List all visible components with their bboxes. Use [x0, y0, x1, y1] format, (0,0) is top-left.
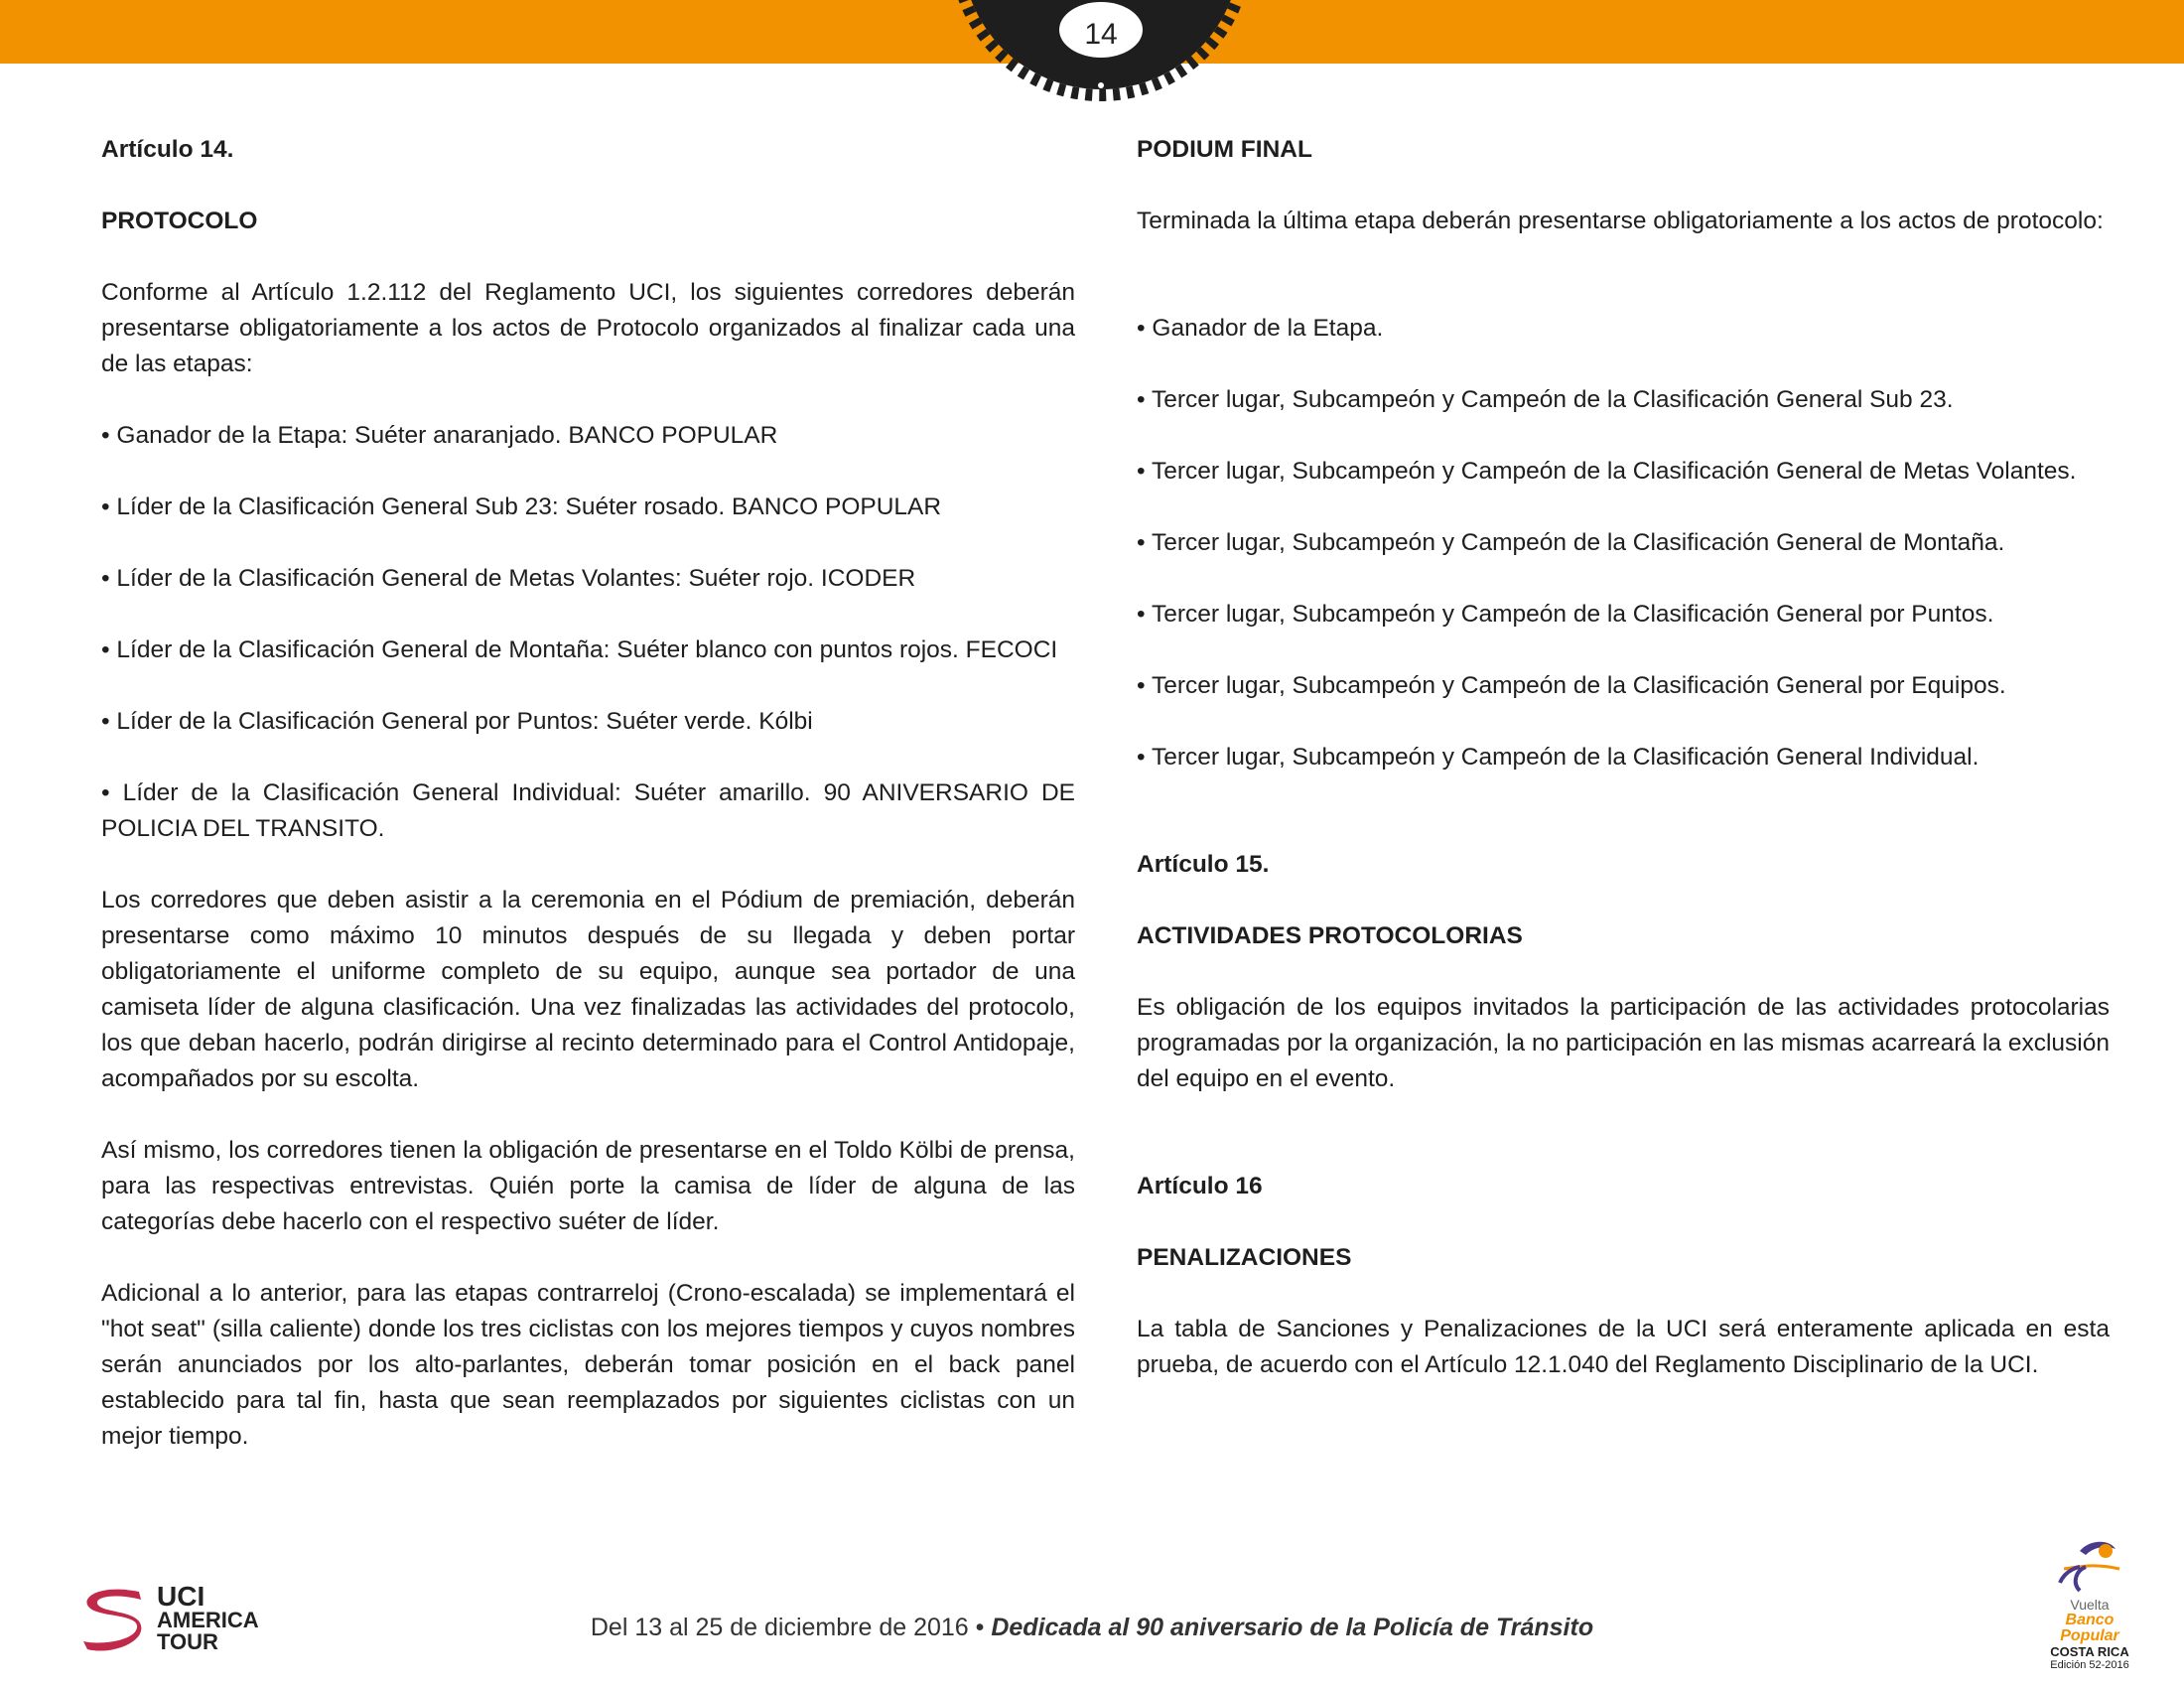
footer-dates: Del 13 al 25 de diciembre de 2016 • — [590, 1614, 992, 1641]
chainring-icon — [952, 0, 1250, 104]
protocolo-heading: PROTOCOLO — [101, 208, 258, 234]
article-14-title: Artículo 14. — [101, 136, 234, 163]
podium-intro: Terminada la última etapa deberán presentarse obligatoriamente a los actos de protocolo: — [1137, 208, 2104, 234]
protocol-intro: Conforme al Artículo 1.2.112 del Reglamento UCI, los siguientes corredores deberán presentarse obligatoriamente a los actos de Protocolo organizados al finalizar cada una de las etapas: — [101, 279, 1075, 377]
uci-logo-line: TOUR — [157, 1629, 218, 1654]
paragraph: Así mismo, los corredores tienen la obligación de presentarse en el Toldo Kölbi de prensa, para las respectivas entrevistas. Quién porte la camisa de líder de alguna de las categorías debe hacerlo con el respectivo suéter de líder. — [101, 1137, 1075, 1235]
bullet-item: • Tercer lugar, Subcampeón y Campeón de la Clasificación General por Equipos. — [1137, 672, 2006, 699]
bullet-item: • Líder de la Clasificación General Sub 23: Suéter rosado. BANCO POPULAR — [101, 493, 942, 520]
bullet-item: • Tercer lugar, Subcampeón y Campeón de la Clasificación General de Metas Volantes. — [1137, 458, 2077, 485]
paragraph: Adicional a lo anterior, para las etapas contrarreloj (Crono-escalada) se implementará el "hot seat" (silla caliente) donde los tres ciclistas con los mejores tiempos y cuyos nombres serán anunciados por los alto-parlantes, deberán tomar posición en el back panel establecido para tal fin, hasta que sean reemplazados por siguientes ciclistas con un mejor tiempo. — [101, 1280, 1075, 1450]
bullet-item: • Tercer lugar, Subcampeón y Campeón de la Clasificación General Individual. — [1137, 744, 1979, 771]
vuelta-banco-popular-logo — [2020, 1539, 2159, 1671]
bullet-item: • Líder de la Clasificación General Individual: Suéter amarillo. 90 ANIVERSARIO DE POLICIA DEL TRANSITO. — [101, 779, 1075, 842]
bullet-item: • Líder de la Clasificación General por Puntos: Suéter verde. Kólbi — [101, 708, 813, 735]
uci-logo-line: AMERICA — [157, 1608, 259, 1632]
bullet-item: • Tercer lugar, Subcampeón y Campeón de la Clasificación General Sub 23. — [1137, 386, 1954, 413]
bullet-item: • Líder de la Clasificación General de Montaña: Suéter blanco con puntos rojos. FECOCI — [101, 636, 1058, 663]
bullet-item: • Tercer lugar, Subcampeón y Campeón de la Clasificación General por Puntos. — [1137, 601, 1994, 628]
cyclist-icon — [2050, 1539, 2129, 1594]
bullet-item: • Ganador de la Etapa: Suéter anaranjado. BANCO POPULAR — [101, 422, 778, 449]
article-15-title: Artículo 15. — [1137, 851, 1270, 878]
uci-logo-line: UCI — [157, 1581, 205, 1612]
left-column — [101, 132, 1075, 1490]
article-15-text: Es obligación de los equipos invitados la participación de las actividades protocolarias programadas por la organización, la no participación en las mismas acarreará la exclusión del equipo en el evento. — [1137, 994, 2110, 1092]
penalizaciones-heading: PENALIZACIONES — [1137, 1244, 1352, 1271]
edition-text: Edición 52-2016 — [2050, 1659, 2129, 1671]
article-16-text: La tabla de Sanciones y Penalizaciones de la UCI será enteramente aplicada en esta prueba, de acuerdo con el Artículo 12.1.040 del Reglamento Disciplinario de la UCI. — [1137, 1316, 2110, 1378]
page-number: 14 — [1084, 18, 1118, 51]
bullet-item: • Tercer lugar, Subcampeón y Campeón de la Clasificación General de Montaña. — [1137, 529, 2005, 556]
right-column — [1137, 132, 2110, 1419]
bullet-item: • Ganador de la Etapa. — [1137, 315, 1384, 342]
footer-dedication: Dedicada al 90 aniversario de la Policía de Tránsito — [991, 1614, 1594, 1641]
podium-heading: PODIUM FINAL — [1137, 136, 1312, 163]
bullet-item: • Líder de la Clasificación General de Metas Volantes: Suéter rojo. ICODER — [101, 565, 916, 592]
popular-text: Popular — [2060, 1627, 2119, 1644]
vuelta-text: Vuelta — [2070, 1597, 2110, 1613]
article-16-title: Artículo 16 — [1137, 1173, 1263, 1199]
actividades-heading: ACTIVIDADES PROTOCOLORIAS — [1137, 922, 1523, 949]
footer-caption — [0, 1614, 2184, 1642]
paragraph: Los corredores que deben asistir a la ceremonia en el Pódium de premiación, deberán presentarse como máximo 10 minutos después de su llegada y deben portar obligatoriamente el uniforme completo de su equipo, aunque sea portador de una camiseta líder de alguna clasificación. Una vez finalizadas las actividades del protocolo, los que deban hacerlo, podrán dirigirse al recinto determinado para el Control Antidopaje, acompañados por su escolta. — [101, 887, 1075, 1092]
country-text: COSTA RICA — [2050, 1644, 2129, 1659]
banco-text: Banco — [2065, 1612, 2115, 1628]
